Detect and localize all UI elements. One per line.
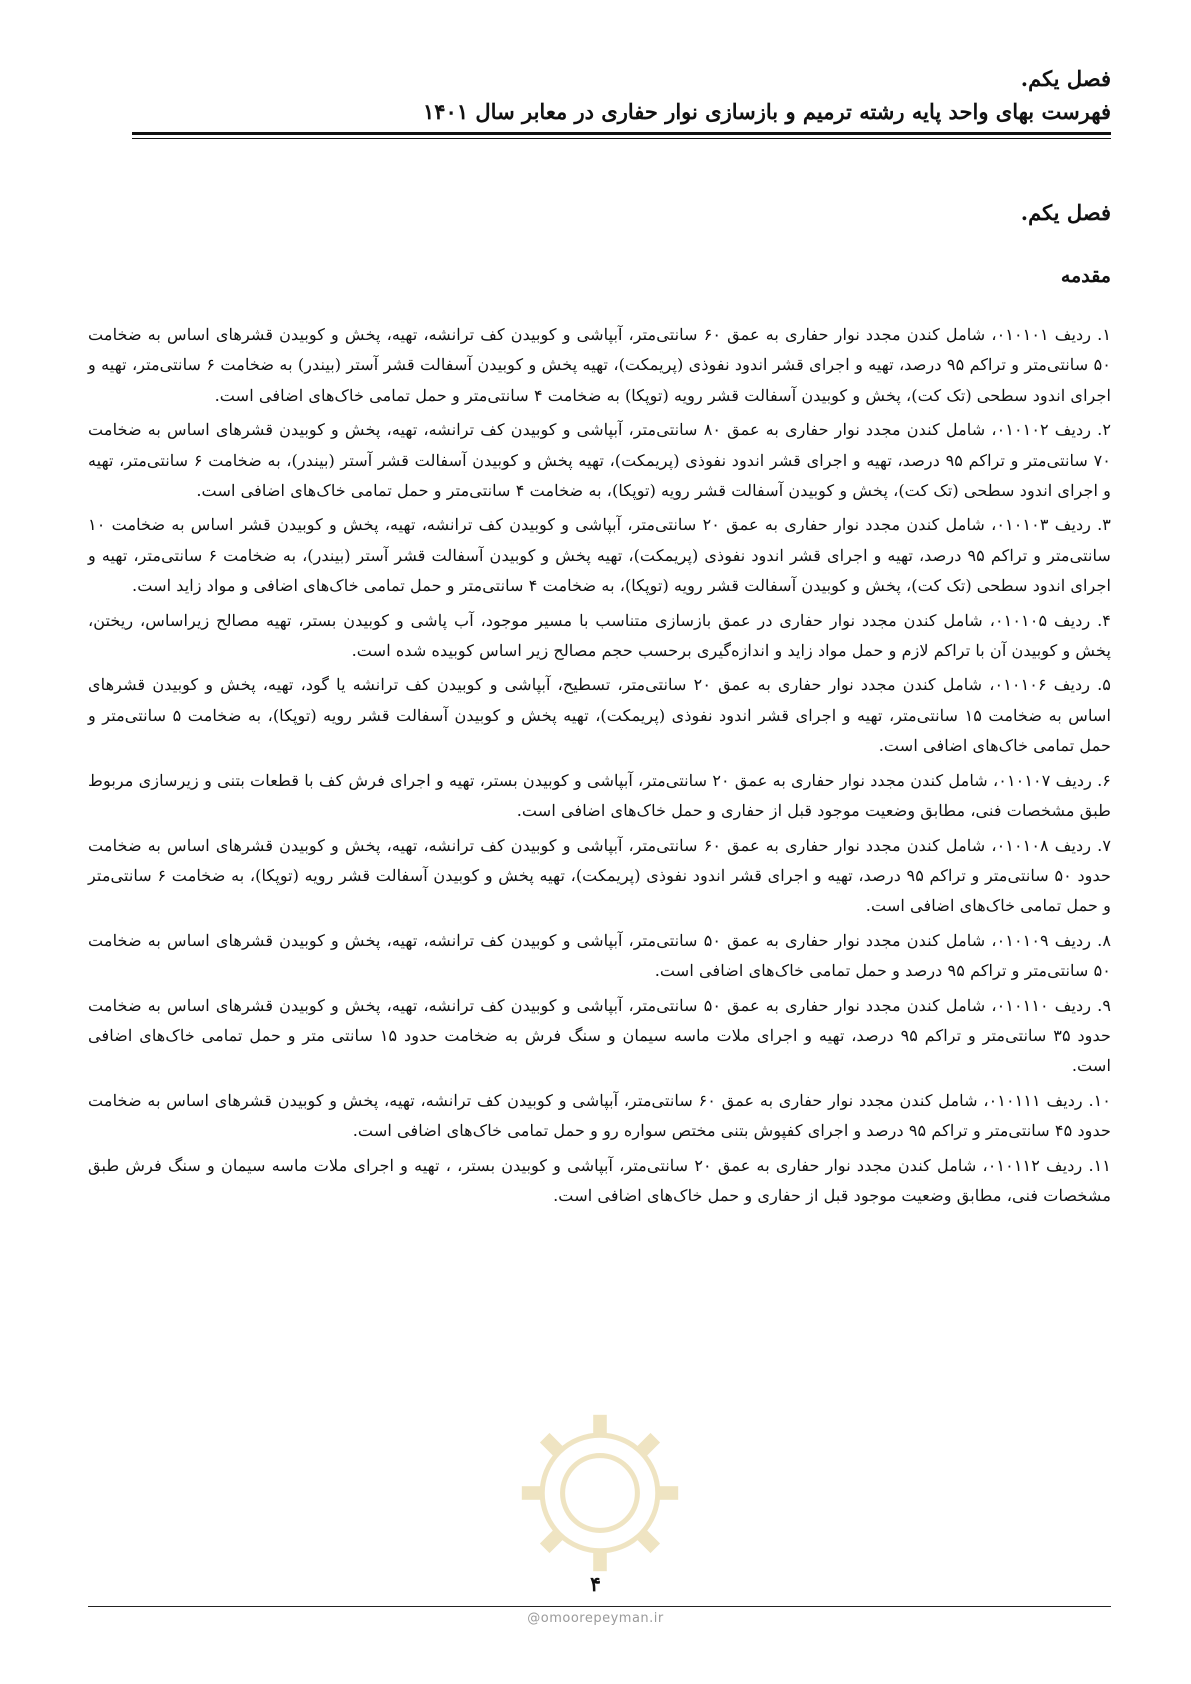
list-item: ۱. ردیف ۰۱۰۱۰۱، شامل کندن مجدد نوار حفاری به عمق ۶۰ سانتی‌متر، آبپاشی و کوبیدن کف ترانشه، تهیه، پخش و کوبیدن قشرهای اساس به ضخامت ۵۰ سانتی‌متر و تراکم ۹۵ درصد، تهیه و اجرای قشر اندود نفوذی (پریمکت)، تهیه پخش و کوبیدن آسفالت قشر آستر (بیندر) به ضخامت ۶ سانتی‌متر، تهیه و اجرای اندود سطحی (تک کت)، پخش و کوبیدن آسفالت قشر رویه (توپکا) به ضخامت ۴ سانتی‌متر و حمل تمامی خاک‌های اضافی است.	[88, 325, 1112, 405]
list-item: ۴. ردیف ۰۱۰۱۰۵، شامل کندن مجدد نوار حفاری در عمق بازسازی متناسب با مسیر موجود، آب پاشی و کوبیدن بستر، تهیه مصالح زیراساس، ریختن، پخش و کوبیدن آن با تراکم لازم و حمل مواد زاید و اندازه‌گیری برحسب حجم مصالح زیر اساس کوبیده شده است.	[88, 610, 1111, 661]
list-item: ۳. ردیف ۰۱۰۱۰۳، شامل کندن مجدد نوار حفاری به عمق ۲۰ سانتی‌متر، آبپاشی و کوبیدن کف ترانشه، تهیه، پخش و کوبیدن قشر اساس به ضخامت ۱۰ سانتی‌متر و تراکم ۹۵ درصد، تهیه و اجرای قشر اندود نفوذی (پریمکت)، تهیه پخش و کوبیدن آسفالت قشر آستر (بیندر)، به ضخامت ۶ سانتی‌متر، تهیه و اجرای اندود سطحی (تک کت)، پخش و کوبیدن آسفالت قشر رویه (توپکا)، به ضخامت ۴ سانتی‌متر و حمل تمامی خاک‌های اضافی و مواد زاید است.	[88, 515, 1111, 596]
page-number: ۴	[590, 1572, 601, 1596]
list-item: ۵. ردیف ۰۱۰۱۰۶، شامل کندن مجدد نوار حفاری به عمق ۲۰ سانتی‌متر، تسطیح، آبپاشی و کوبیدن کف ترانشه یا گود، تهیه، پخش و کوبیدن قشرهای اساس به ضخامت ۱۵ سانتی‌متر، تهیه و اجرای قشر اندود نفوذی (پریمکت)، تهیه پخش و کوبیدن آسفالت قشر رویه (توپکا)، به ضخامت ۵ سانتی‌متر و حمل تمامی خاک‌های اضافی است.	[88, 675, 1111, 756]
list-item: ۷. ردیف ۰۱۰۱۰۸، شامل کندن مجدد نوار حفاری به عمق ۶۰ سانتی‌متر، آبپاشی و کوبیدن کف ترانشه، تهیه، پخش و کوبیدن قشرهای اساس به ضخامت حدود ۵۰ سانتی‌متر و تراکم ۹۵ درصد، تهیه و اجرای قشر اندود نفوذی (پریمکت)، تهیه پخش و کوبیدن آسفالت قشر رویه (توپکا)، به ضخامت ۶ سانتی‌متر و حمل تمامی خاک‌های اضافی است.	[88, 835, 1112, 916]
section-heading: مقدمه	[1060, 265, 1111, 287]
header-chapter: فصل یکم.	[1020, 66, 1111, 91]
chapter-title: فصل یکم.	[1020, 200, 1111, 225]
list-item: ۸. ردیف ۰۱۰۱۰۹، شامل کندن مجدد نوار حفاری به عمق ۵۰ سانتی‌متر، آبپاشی و کوبیدن کف ترانشه، تهیه، پخش و کوبیدن قشرهای اساس به ضخامت ۵۰ سانتی‌متر و تراکم ۹۵ درصد و حمل تمامی خاک‌های اضافی است.	[88, 930, 1112, 981]
running-header	[132, 62, 1111, 128]
item-list	[88, 320, 1111, 1215]
list-item: ۹. ردیف ۰۱۰۱۱۰، شامل کندن مجدد نوار حفاری به عمق ۵۰ سانتی‌متر، آبپاشی و کوبیدن کف ترانشه، تهیه، پخش و کوبیدن قشرهای اساس به ضخامت حدود ۳۵ سانتی‌متر و تراکم ۹۵ درصد، تهیه و اجرای ملات ماسه سیمان و سنگ فرش به ضخامت حدود ۱۵ سانتی متر و حمل تمامی خاک‌های اضافی است.	[88, 995, 1112, 1076]
header-title: فهرست بهای واحد پایه رشته ترمیم و بازسازی نوار حفاری در معابر سال ۱۴۰۱	[422, 99, 1111, 124]
footer-rule	[88, 1606, 1111, 1607]
gear-logo-icon	[515, 1408, 685, 1578]
watermark-url: @omoorepeyman.ir	[527, 1611, 664, 1626]
list-item: ۱۱. ردیف ۰۱۰۱۱۲، شامل کندن مجدد نوار حفاری به عمق ۲۰ سانتی‌متر، آبپاشی و کوبیدن بستر، ، تهیه و اجرای ملات ماسه سیمان و سنگ فرش طبق مشخصات فنی، مطابق وضعیت موجود قبل از حفاری و حمل خاک‌های اضافی است.	[88, 1155, 1111, 1205]
list-item: ۲. ردیف ۰۱۰۱۰۲، شامل کندن مجدد نوار حفاری به عمق ۸۰ سانتی‌متر، آبپاشی و کوبیدن کف ترانشه، تهیه، پخش و کوبیدن قشرهای اساس به ضخامت ۷۰ سانتی‌متر و تراکم ۹۵ درصد، تهیه و اجرای قشر اندود نفوذی (پریمکت)، تهیه پخش و کوبیدن آسفالت قشر آستر (بیندر)، به ضخامت ۶ سانتی‌متر، تهیه و اجرای اندود سطحی (تک کت)، پخش و کوبیدن آسفالت قشر رویه (توپکا)، به ضخامت ۴ سانتی‌متر و حمل تمامی خاک‌های اضافی است.	[88, 420, 1112, 501]
header-rule-thin	[132, 138, 1111, 139]
list-item: ۶. ردیف ۰۱۰۱۰۷، شامل کندن مجدد نوار حفاری به عمق ۲۰ سانتی‌متر، آبپاشی و کوبیدن بستر، تهیه و اجرای فرش کف با قطعات بتنی و زیرسازی مربوط طبق مشخصات فنی، مطابق وضعیت موجود قبل از حفاری و حمل خاک‌های اضافی است.	[88, 770, 1111, 821]
header-rule-thick	[132, 132, 1111, 135]
list-item: ۱۰. ردیف ۰۱۰۱۱۱، شامل کندن مجدد نوار حفاری به عمق ۶۰ سانتی‌متر، آبپاشی و کوبیدن کف ترانشه، تهیه، پخش و کوبیدن قشرهای اساس به ضخامت حدود ۴۵ سانتی‌متر و تراکم ۹۵ درصد و اجرای کفپوش بتنی مختص سواره رو و حمل تمامی خاک‌های اضافی است.	[88, 1090, 1111, 1141]
